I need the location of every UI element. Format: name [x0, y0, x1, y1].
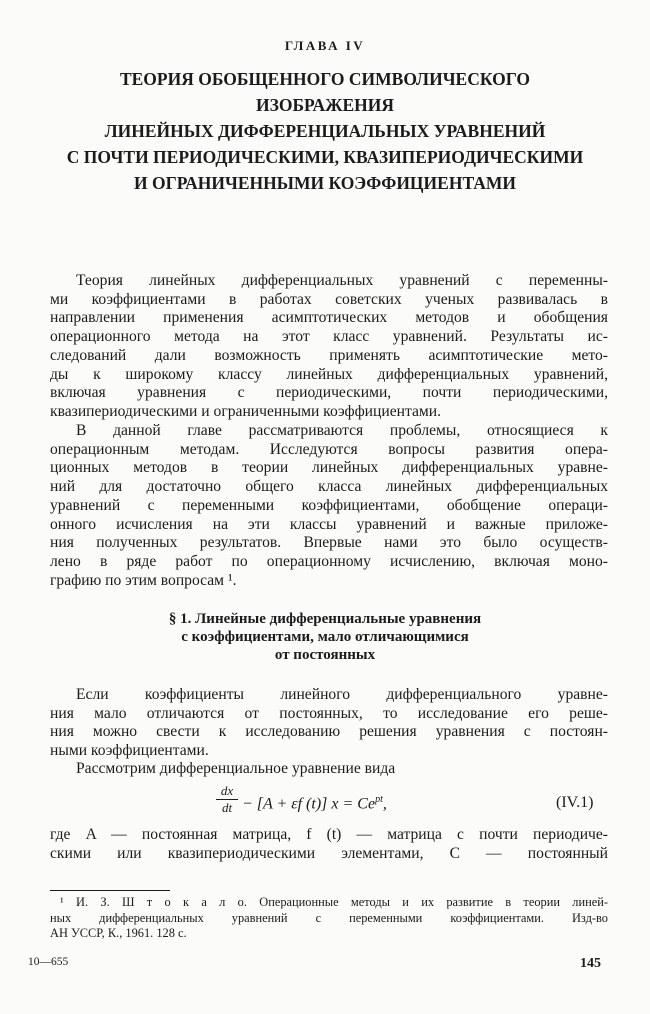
text-line: квазипериодическими и ограниченными коэффициентами. [50, 402, 442, 420]
chapter-label: ГЛАВА IV [284, 38, 366, 53]
chapter-scope-paragraph [50, 422, 608, 590]
footnote [50, 895, 608, 942]
text-line: следований дали возможность применять асимптотические мето- [50, 346, 608, 364]
text-line: графию по этим вопросам ¹. [50, 571, 237, 589]
text-line: Если коэффициенты линейного дифференциального уравне- [76, 686, 608, 703]
title-line: ИЗОБРАЖЕНИЯ [256, 95, 394, 115]
equation-comma: , [382, 795, 387, 813]
section-heading-line: § 1. Линейные дифференциальные уравнения [168, 611, 482, 627]
text-line: скими или квазипериодическими элементами, C — постоянный [50, 844, 608, 862]
page-number: 145 [580, 956, 601, 971]
equation-intro [50, 760, 608, 779]
text-line: Рассмотрим дифференциальное уравнение вида [76, 760, 396, 777]
derivative-fraction [216, 784, 238, 815]
text-line: включая уравнения с периодическими, почти периодическими, [50, 384, 608, 402]
text-line: ми коэффициентами в работах советских ученых развивалась в [50, 290, 608, 308]
chapter-title [0, 66, 650, 196]
text-line: лено в ряде работ по операционному исчислению, включая моно- [50, 552, 608, 570]
text-line: ционных методов в теории линейных дифференциальных уравне- [50, 459, 608, 477]
text-line: ния мало отличаются от постоянных, то исследование его реше- [50, 704, 608, 722]
fraction-numerator: dx [220, 783, 234, 798]
title-line: И ОГРАНИЧЕННЫМИ КОЭФФИЦИЕНТАМИ [133, 173, 517, 193]
section-heading-line: от постоянных [274, 647, 376, 663]
section-heading-line: с коэффициентами, мало отличающимися [181, 629, 469, 645]
text-line: ния полученных результатов. Впервые нами это было осуществ- [50, 534, 608, 552]
text-line: ний для достаточно общего класса линейных дифференциальных [50, 478, 608, 496]
footnote-divider [50, 890, 170, 891]
text-line: где A — постоянная матрица, f (t) — матрица с почти периодиче- [50, 826, 608, 843]
definition-paragraph [50, 826, 608, 863]
equation-body: − [A + εf (t)] x = Ce [242, 795, 376, 813]
footnote-line: ¹ И. З. Ш т о к а л о. Операционные методы и их развитие в теории линей- [60, 895, 608, 909]
section-paragraph [50, 686, 608, 761]
footnote-line: АН УССР, К., 1961. 128 с. [50, 926, 187, 940]
title-line: ЛИНЕЙНЫХ ДИФФЕРЕНЦИАЛЬНЫХ УРАВНЕНИЙ [104, 121, 546, 141]
equation-expression [242, 794, 387, 813]
text-line: уравнений с переменными коэффициентами, обобщение операци- [50, 496, 608, 514]
equation-exponent: pt [375, 794, 383, 805]
text-line: ды к широкому классу линейных дифференциальных уравнений, [50, 365, 608, 383]
equation-number: (IV.1) [556, 794, 594, 811]
printer-signature: 10—655 [28, 956, 69, 968]
text-line: направлении применения асимптотических методов и обобщения [50, 309, 608, 327]
fraction-denominator: dt [221, 800, 233, 815]
intro-paragraph [50, 272, 608, 422]
section-heading [0, 610, 650, 664]
text-line: ными коэффициентами. [50, 742, 209, 760]
footnote-line: ных дифференциальных уравнений с переменными коэффициентами. Изд-во [50, 910, 608, 925]
title-line: С ПОЧТИ ПЕРИОДИЧЕСКИМИ, КВАЗИПЕРИОДИЧЕСКИМИ [66, 147, 584, 167]
text-line: операционного метода на этот класс уравнений. Результаты ис- [50, 328, 608, 346]
text-line: операционным методам. Исследуются вопросы развития опера- [50, 440, 608, 458]
equation-iv-1 [0, 784, 650, 828]
text-line: В данной главе рассматриваются проблемы, относящиеся к [76, 422, 608, 439]
title-line: ТЕОРИЯ ОБОБЩЕННОГО СИМВОЛИЧЕСКОГО [119, 69, 531, 89]
text-line: онного исчисления на эти классы уравнений и важные приложе- [50, 515, 608, 533]
text-line: Теория линейных дифференциальных уравнений с переменны- [76, 272, 608, 289]
text-line: ния можно свести к исследованию решения уравнения с постоян- [50, 723, 608, 741]
